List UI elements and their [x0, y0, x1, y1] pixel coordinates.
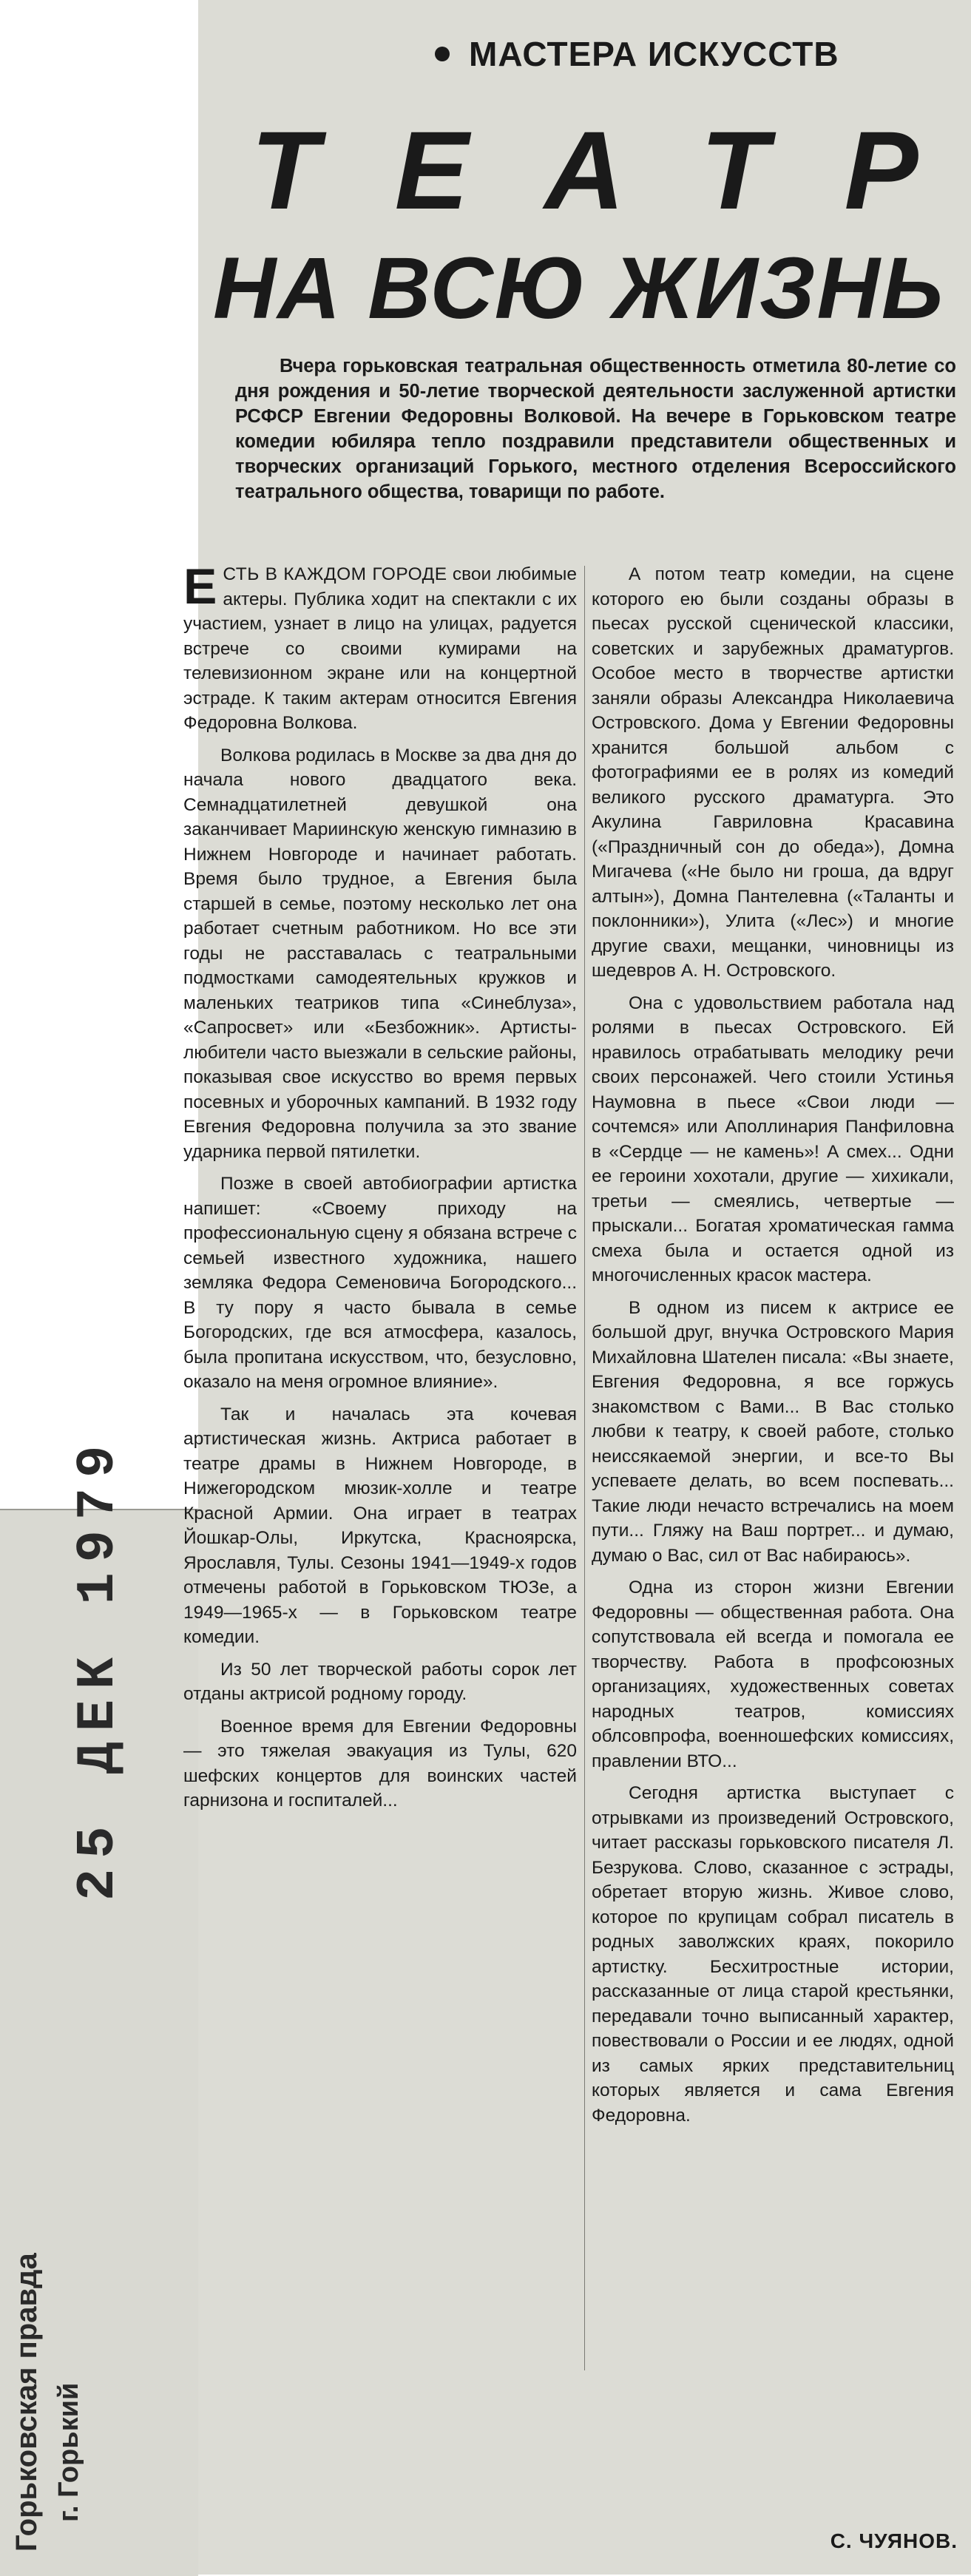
dropcap: Е — [183, 562, 217, 615]
author-byline: С. ЧУЯНОВ. — [830, 2529, 958, 2552]
rubric-label: МАСТЕРА ИСКУССТВ — [469, 35, 839, 73]
headline-letter: Е — [394, 108, 469, 232]
lead-in-caps: СТЬ В КАЖДОМ ГОРОДЕ — [223, 564, 447, 584]
article-paragraph — [183, 562, 577, 736]
source-stamp: Горьковская правда — [10, 2253, 43, 2552]
city-stamp: г. Горький — [53, 2382, 84, 2522]
first-paragraph-text: свои любимые актеры. Публика ходит на спектакли с их участием, узнает в лицо на улицах, радуется встрече со своими кумирами на телевизионном экране или на концертной эстраде. К таким актерам относится Евгения Федоровна Волкова. — [183, 564, 577, 733]
article-paragraph: Позже в своей автобиографии артистка напишет: «Своему приходу на профессиональную сцену я обязана встрече с семьей известного художника, нашего земляка Федора Семеновича Богородского... В ту пору я часто бывала в семье Богородских, где вся атмосфера, казалось, была пропитана искусством, что, безусловно, оказало на меня огромное влияние». — [183, 1174, 577, 1392]
article-paragraph: Из 50 лет творческой работы сорок лет отданы актрисой родному городу. — [183, 1659, 577, 1704]
date-stamp: 25 ДЕК 1979 — [68, 1435, 129, 1901]
rubric — [435, 28, 953, 80]
article-column-right — [592, 562, 954, 2470]
article-paragraph: Одна из сторон жизни Евгении Федоровны — общественная работа. Она сопутствовала ей всегда и помогала ее творчеству. Работа в профсоюзных организациях, художественных советах народных театров, комиссиях облсовпрофа, военношефских комиссиях, правлении ВТО... — [592, 1578, 954, 1771]
article-paragraph: Так и началась эта кочевая артистическая жизнь. Актриса работает в театре драмы в Нижнем Новгороде, в Нижегородском мюзик-холле и театре Красной Армии. Она играет в театрах Йошкар-Олы, Иркутска, Красноярска, Ярославля, Тулы. Сезоны 1941—1949-х годов отмечены работой в Горьковском ТЮЗе, а 1949—1965-х — в Горьковском театре комедии. — [183, 1404, 577, 1647]
bullet-dot-icon — [435, 47, 450, 61]
headline-letter: Т — [251, 108, 319, 232]
lead-paragraph: Вчера горьковская театральная общественность отметила 80-летие со дня рождения и 50-летие творческой деятельности заслуженной артистки РСФСР Евгении Федоровны Волковой. На вечере в Горьковском театре комедии юбиляра тепло поздравили представители общественных и творческих организаций Горького, местного отделения Всероссийского театрального общества, товарищи по работе. — [235, 356, 956, 502]
article-paragraph: В одном из писем к актрисе ее большой друг, внучка Островского Мария Михайловна Шателен писала: «Вы знаете, Евгения Федоровна, я все горжусь знакомством с Вами... В Вас столько любви к театру, к своей работе, столько неиссякаемой энергии, и все-то Вы успеваете делать, во всем поспевать... Такие люди нечасто встречались на моем пути... Гляжу на Ваш портрет... и думаю, думаю о Вас, сил от Вас набираюсь». — [592, 1297, 954, 1566]
headline-letter: А — [544, 108, 625, 232]
article-paragraph: Военное время для Евгении Федоровны — это тяжелая эвакуация из Тулы, 620 шефских концертов для воинских частей гарнизона и госпиталей... — [183, 1716, 577, 1811]
article-paragraph: Она с удовольствием работала над ролями в пьесах Островского. Ей нравилось отрабатывать мелодику речи своих персонажей. Чего стоили Устинья Наумовна в пьесе «Свои люди — сочтемся» или Аполлинария Панфиловна в «Сердце — не камень»! А смех... Одни ее героини хохотали, другие — хихикали, третьи — смеялись, четвертые — прыскали... Богатая хроматическая гамма смеха была и остается одной из многочисленных красок мастера. — [592, 993, 954, 1285]
headline-line-1 — [198, 108, 971, 232]
headline-line-2: НА ВСЮ ЖИЗНЬ — [213, 240, 945, 337]
article-paragraph: Волкова родилась в Москве за два дня до начала нового двадцатого века. Семнадцатилетней девушкой она заканчивает Мариинскую женскую гимназию в Нижнем Новгороде и начинает работать. Время было трудное, а Евгения была старшей в семье, поэтому несколько лет она работает счетным работником. Но все эти годы не расставалась с театральными подмостками самодеятельных кружков и маленьких театриков типа «Синеблуза», «Сапросвет» или «Безбожник». Артисты-любители часто выезжали в сельские районы, показывая свое искусство во время первых посевных и уборочных кампаний. В 1932 году Евгения Федоровна получила за это звание ударника первой пятилетки. — [183, 745, 577, 1162]
article-paragraph: А потом театр комедии, на сцене которого ею были созданы образы в пьесах русской сценической классики, советских и зарубежных драматургов. Особое место в творчестве артистки заняли образы Александра Николаевича Островского. Дома у Евгении Федоровны хранится большой альбом с фотографиями ее в ролях из комедий великого русского драматурга. Это Акулина Гавриловна Красавина («Праздничный сон до обеда»), Домна Мигачева («Не было ни гроша, да вдруг алтын»), Домна Пантелевна («Таланты и поклонники»), Улита («Лес») и многие другие свахи, мещанки, чиновницы из шедевров А. Н. Островского. — [592, 564, 954, 981]
column-divider — [584, 566, 585, 2370]
article-paragraph: Сегодня артистка выступает с отрывками из произведений Островского, читает рассказы горьковского писателя Л. Безрукова. Слово, сказанное с эстрады, обретает вторую жизнь. Живое слово, которое по крупицам собрал писатель в родных заволжских краях, покорило артистку. Бесхитростные истории, рассказанные от лица старой крестьянки, передавали точно выписанный характер, повествовали о России и ее людях, одной из самых ярких представительниц которых является и сама Евгения Федоровна. — [592, 1783, 954, 2126]
article-column-left — [183, 562, 577, 2470]
headline-letter: Р — [844, 108, 918, 232]
headline-letter: Т — [700, 108, 768, 232]
